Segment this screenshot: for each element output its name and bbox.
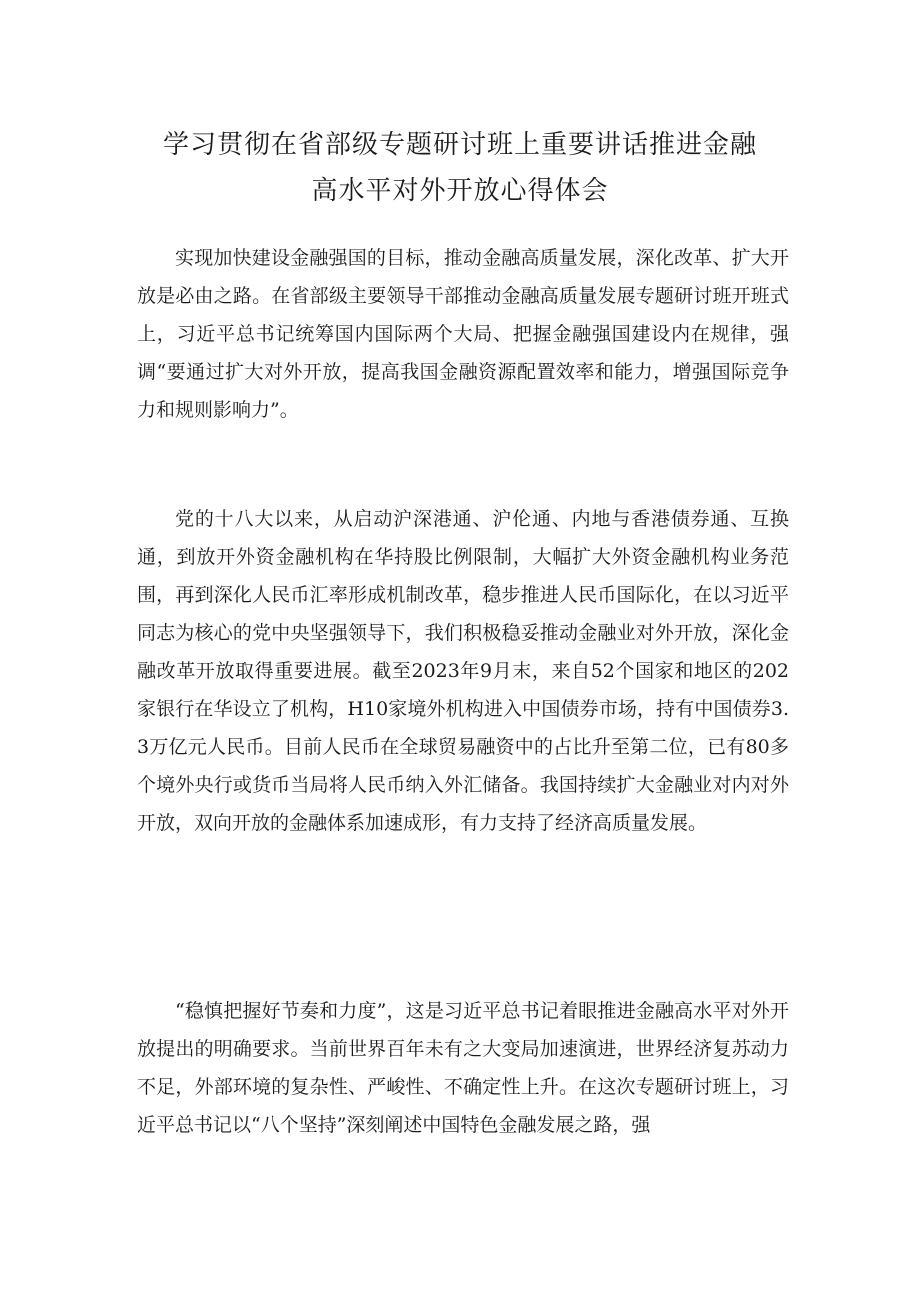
body-paragraph-1: 实现加快建设金融强国的目标，推动金融高质量发展，深化改革、扩大开放是必由之路。在省部级主要领导干部推动金融高质量发展专题研讨班开班式上，习近平总书记统筹国内国际两个大局、把握金融强国建设内在规律，强调“要通过扩大对外开放，提高我国金融资源配置效率和能力，增强国际竞争力和规则影响力”。 <box>137 247 789 421</box>
body-paragraph-3: “稳慎把握好节奏和力度”，这是习近平总书记着眼推进金融高水平对外开放提出的明确要求。当前世界百年未有之大变局加速演进，世界经济复苏动力不足，外部环境的复杂性、严峻性、不确定性上升。在这次专题研讨班上，习近平总书记以“八个坚持”深刻阐述中国特色金融发展之路，强 <box>137 1000 789 1136</box>
title-line-2: 高水平对外开放心得体会 <box>311 176 609 206</box>
title-line-1: 学习贯彻在省部级专题研讨班上重要讲话推进金融 <box>162 130 757 160</box>
body-paragraph-2: 党的十八大以来，从启动沪深港通、沪伦通、内地与香港债券通、互换通，到放开外资金融机构在华持股比例限制，大幅扩大外资金融机构业务范围，再到深化人民币汇率形成机制改革，稳步推进人民币国际化，在以习近平同志为核心的党中央坚强领导下，我们积极稳妥推动金融业对外开放，深化金融改革开放取得重要进展。截至2023年9月末，来自52个国家和地区的202家银行在华设立了机构，H10家境外机构进入中国债券市场，持有中国债券3.3万亿元人民币。目前人民币在全球贸易融资中的占比升至第二位，已有80多个境外央行或货币当局将人民币纳入外汇储备。我国持续扩大金融业对内对外开放，双向开放的金融体系加速成形，有力支持了经济高质量发展。 <box>137 508 789 834</box>
document-title <box>100 122 820 214</box>
